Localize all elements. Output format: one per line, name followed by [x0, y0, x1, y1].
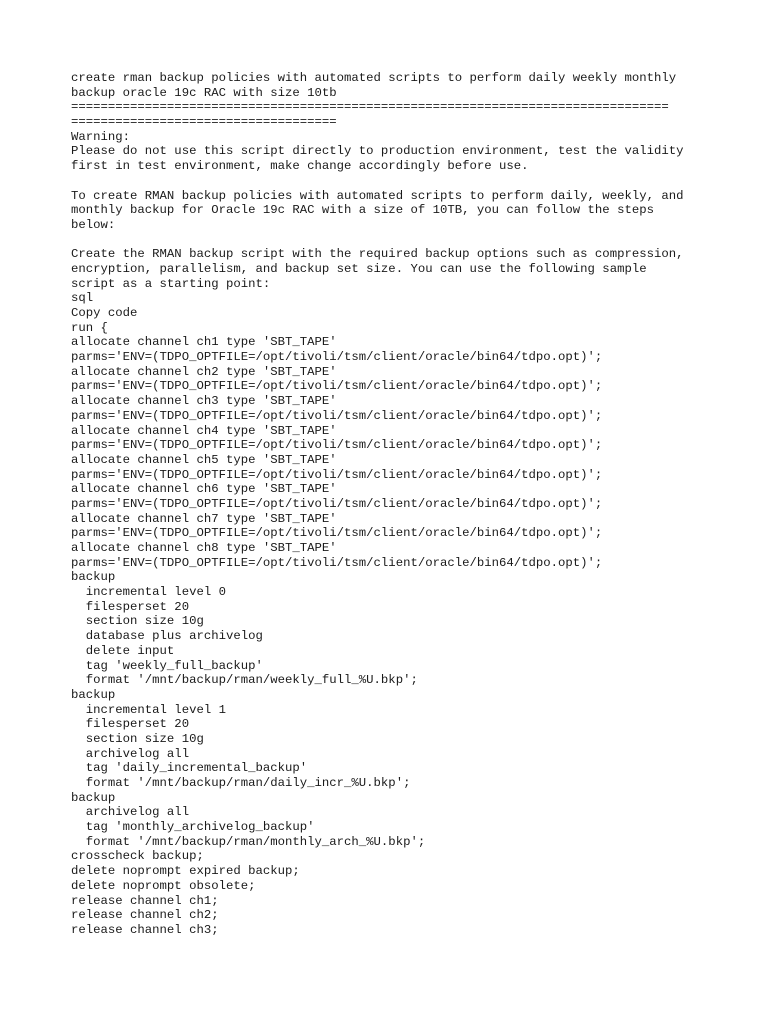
- warning-line: Please do not use this script directly to production environment, test the validity: [71, 144, 684, 159]
- separator: [71, 100, 711, 129]
- code-line: delete input: [71, 643, 175, 658]
- code-line: allocate channel ch5 type 'SBT_TAPE': [71, 452, 337, 467]
- code-line: allocate channel ch2 type 'SBT_TAPE': [71, 364, 337, 379]
- step-line: Create the RMAN backup script with the required backup options such as compression,: [71, 247, 684, 262]
- code-line: section size 10g: [71, 731, 204, 746]
- code-line: backup: [71, 790, 116, 805]
- intro-line: monthly backup for Oracle 19c RAC with a size of 10TB, you can follow the steps: [71, 203, 654, 218]
- code-line: backup: [71, 687, 116, 702]
- code-line: allocate channel ch1 type 'SBT_TAPE': [71, 335, 337, 350]
- code-line: format '/mnt/backup/rman/weekly_full_%U.bkp';: [71, 673, 418, 688]
- separator-line: =================================================================================: [71, 100, 669, 115]
- code-line: archivelog all: [71, 746, 190, 761]
- blank-line: [71, 233, 711, 248]
- code-line: filesperset 20: [71, 599, 190, 614]
- code-line: allocate channel ch3 type 'SBT_TAPE': [71, 394, 337, 409]
- code-line: parms='ENV=(TDPO_OPTFILE=/opt/tivoli/tsm/client/oracle/bin64/tdpo.opt)';: [71, 438, 603, 453]
- code-line: tag 'weekly_full_backup': [71, 658, 263, 673]
- code-line: incremental level 1: [71, 702, 226, 717]
- code-line: delete noprompt expired backup;: [71, 864, 300, 879]
- step-line: encryption, parallelism, and backup set size. You can use the following sample: [71, 261, 647, 276]
- code-line: tag 'daily_incremental_backup': [71, 761, 308, 776]
- code-line: release channel ch2;: [71, 908, 219, 923]
- code-line: backup: [71, 570, 116, 585]
- code-line: delete noprompt obsolete;: [71, 878, 256, 893]
- code-line: parms='ENV=(TDPO_OPTFILE=/opt/tivoli/tsm/client/oracle/bin64/tdpo.opt)';: [71, 555, 603, 570]
- intro-paragraph: [71, 189, 711, 233]
- code-line: allocate channel ch7 type 'SBT_TAPE': [71, 511, 337, 526]
- code-line: parms='ENV=(TDPO_OPTFILE=/opt/tivoli/tsm/client/oracle/bin64/tdpo.opt)';: [71, 350, 603, 365]
- code-line: filesperset 20: [71, 717, 190, 732]
- code-line: incremental level 0: [71, 585, 226, 600]
- code-line: format '/mnt/backup/rman/daily_incr_%U.bkp';: [71, 776, 411, 790]
- warning-line: first in test environment, make change accordingly before use.: [71, 159, 529, 174]
- code-line: release channel ch1;: [71, 893, 219, 908]
- code-language-label: sql: [71, 291, 94, 306]
- document-page: [71, 71, 711, 938]
- code-line: run {: [71, 320, 108, 335]
- document-title: [71, 71, 711, 100]
- code-line: tag 'monthly_archivelog_backup': [71, 820, 315, 835]
- code-line: section size 10g: [71, 614, 204, 629]
- code-line: allocate channel ch8 type 'SBT_TAPE': [71, 541, 337, 555]
- copy-code-button[interactable]: Copy code: [71, 306, 138, 320]
- code-line: release channel ch3;: [71, 922, 219, 937]
- code-line: allocate channel ch6 type 'SBT_TAPE': [71, 482, 337, 497]
- step-paragraph: [71, 247, 711, 291]
- warning-label: Warning:: [71, 129, 131, 144]
- code-line: parms='ENV=(TDPO_OPTFILE=/opt/tivoli/tsm/client/oracle/bin64/tdpo.opt)';: [71, 379, 603, 394]
- code-block: [71, 321, 711, 938]
- intro-line: below:: [71, 217, 116, 232]
- code-line: parms='ENV=(TDPO_OPTFILE=/opt/tivoli/tsm/client/oracle/bin64/tdpo.opt)';: [71, 467, 603, 482]
- step-line: script as a starting point:: [71, 276, 271, 291]
- code-line: parms='ENV=(TDPO_OPTFILE=/opt/tivoli/tsm/client/oracle/bin64/tdpo.opt)';: [71, 496, 603, 511]
- intro-line: To create RMAN backup policies with automated scripts to perform daily, weekly, and: [71, 188, 684, 203]
- code-line: allocate channel ch4 type 'SBT_TAPE': [71, 423, 337, 438]
- code-line: parms='ENV=(TDPO_OPTFILE=/opt/tivoli/tsm/client/oracle/bin64/tdpo.opt)';: [71, 526, 603, 541]
- code-line: crosscheck backup;: [71, 849, 204, 864]
- code-line: database plus archivelog: [71, 629, 263, 644]
- separator-line: ====================================: [71, 115, 337, 130]
- blank-line: [71, 174, 711, 189]
- code-line: archivelog all: [71, 805, 190, 820]
- code-line: format '/mnt/backup/rman/monthly_arch_%U.bkp';: [71, 834, 426, 849]
- title-line: create rman backup policies with automated scripts to perform daily weekly monthly: [71, 71, 677, 85]
- title-line: backup oracle 19c RAC with size 10tb: [71, 85, 337, 100]
- warning-block: [71, 130, 711, 174]
- code-line: parms='ENV=(TDPO_OPTFILE=/opt/tivoli/tsm/client/oracle/bin64/tdpo.opt)';: [71, 408, 603, 423]
